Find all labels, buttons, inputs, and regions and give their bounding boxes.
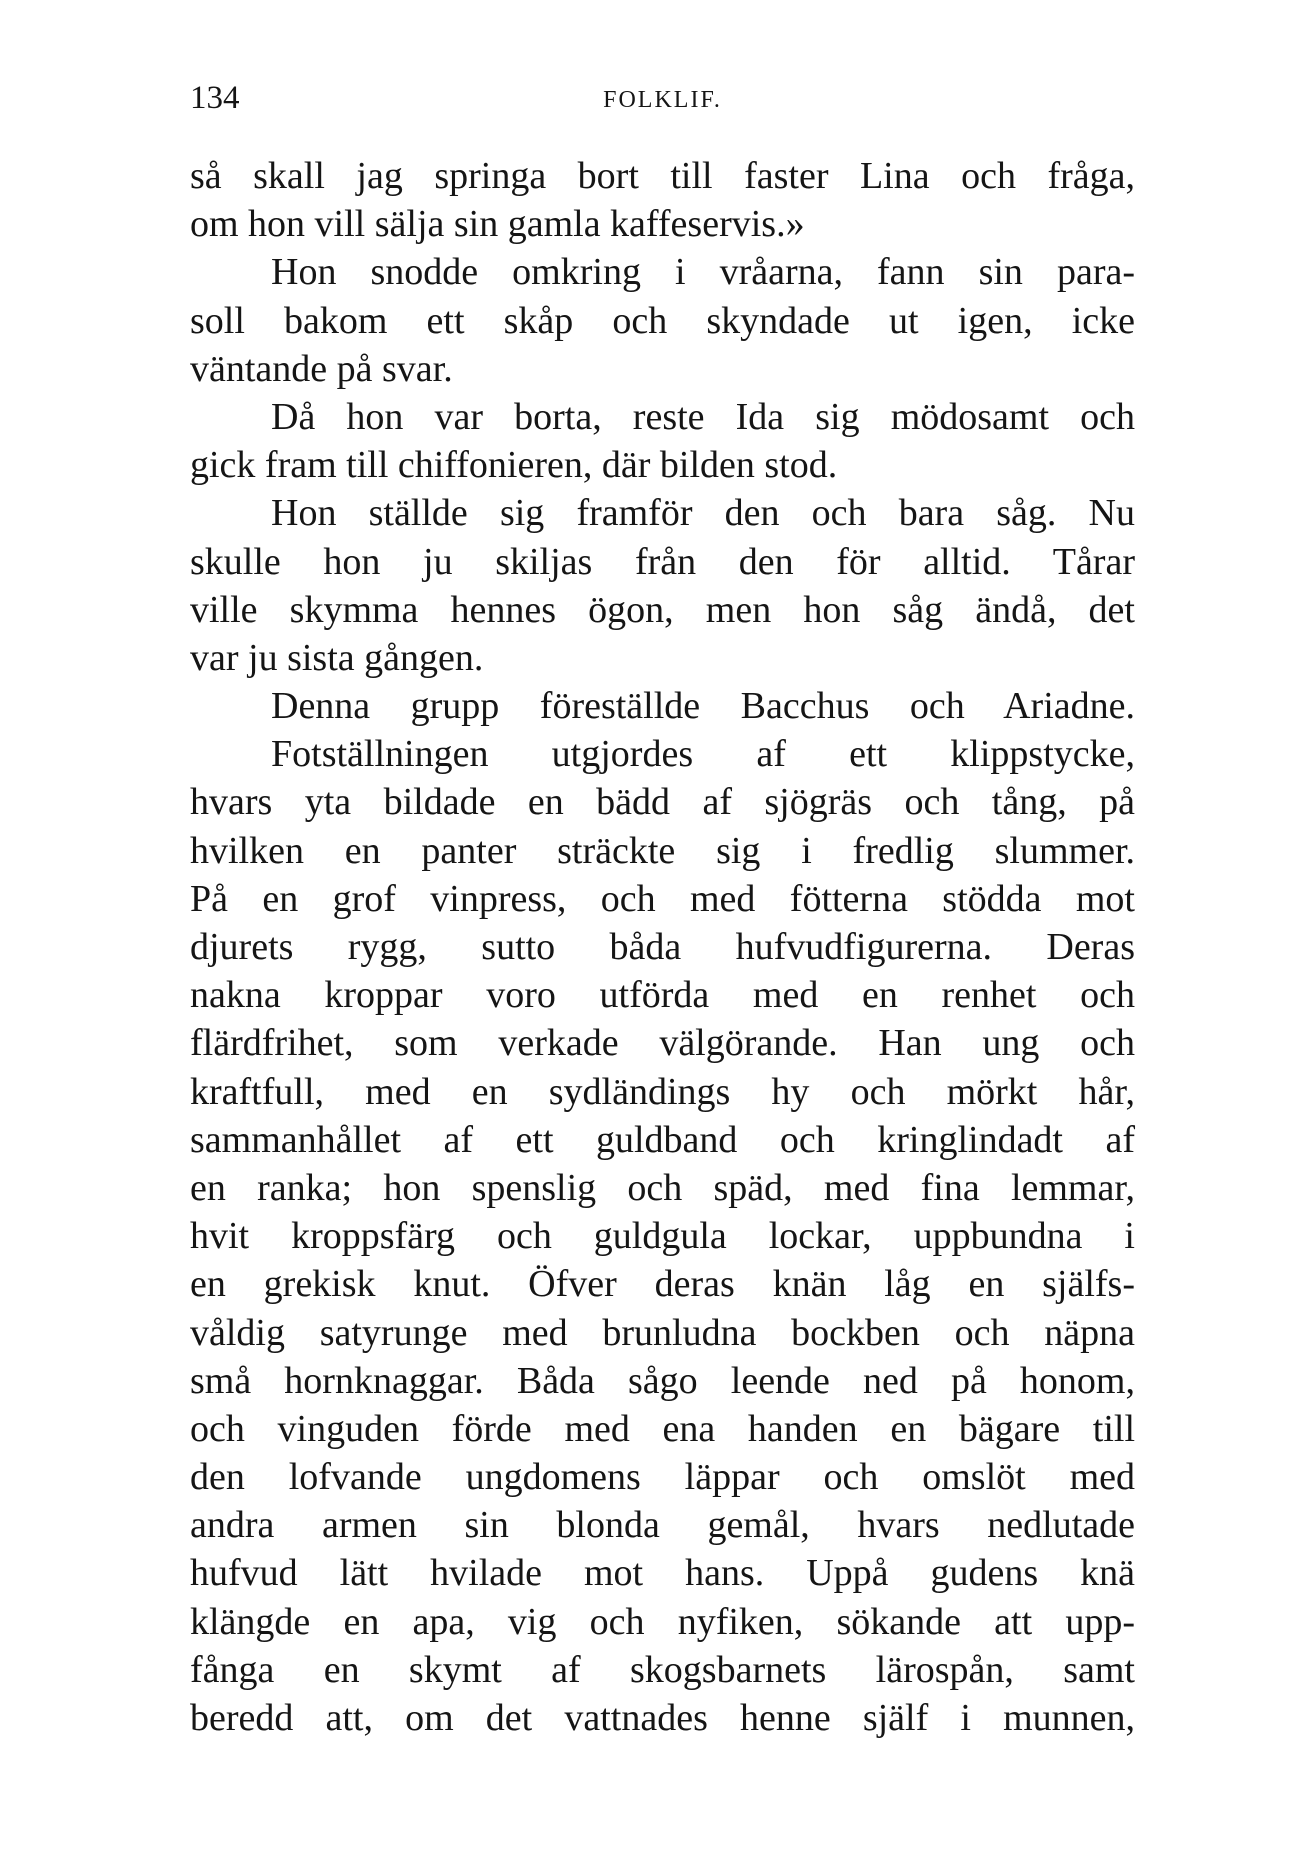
text-line: en ranka; hon spenslig och späd, med fina lemmar,: [190, 1166, 1135, 1209]
text-line: väntande på svar.: [190, 347, 453, 390]
text-line: en grekisk knut. Öfver deras knän låg en själfs-: [190, 1263, 1135, 1306]
text-line: gick fram till chiffonieren, där bilden stod.: [190, 444, 838, 487]
text-line: Hon ställde sig framför den och bara såg. Nu: [271, 492, 1135, 535]
page-header: [190, 78, 1135, 118]
text-line: var ju sista gången.: [190, 636, 484, 679]
text-line: Hon snodde omkring i vråarna, fann sin para-: [271, 251, 1135, 294]
text-line: beredd att, om det vattnades henne själf i munnen,: [190, 1697, 1135, 1739]
text-line: klängde en apa, vig och nyfiken, sökande att upp-: [190, 1600, 1135, 1643]
text-line: hvars yta bildade en bädd af sjögräs och tång, på: [190, 781, 1135, 824]
text-line: så skall jag springa bort till faster Lina och fråga,: [190, 155, 1135, 197]
text-line: andra armen sin blonda gemål, hvars nedlutade: [190, 1504, 1135, 1547]
text-line: Fotställningen utgjordes af ett klippstycke,: [271, 733, 1135, 776]
text-line: våldig satyrunge med brunludna bockben och näpna: [190, 1311, 1135, 1354]
text-line: Då hon var borta, reste Ida sig mödosamt och: [271, 395, 1135, 438]
text-line: små hornknaggar. Båda sågo leende ned på honom,: [190, 1359, 1135, 1402]
text-line: om hon vill sälja sin gamla kaffeservis.»: [190, 203, 805, 246]
body-text: [190, 152, 1135, 1742]
text-line: fånga en skymt af skogsbarnets lärospån, samt: [190, 1648, 1135, 1691]
text-line: hufvud lätt hvilade mot hans. Uppå gudens knä: [190, 1552, 1135, 1595]
text-line: nakna kroppar voro utförda med en renhet och: [190, 974, 1135, 1017]
text-line: och vinguden förde med ena handen en bägare till: [190, 1407, 1135, 1450]
text-line: skulle hon ju skiljas från den för alltid. Tårar: [190, 540, 1135, 583]
running-head: FOLKLIF.: [603, 87, 722, 113]
text-line: ville skymma hennes ögon, men hon såg ändå, det: [190, 588, 1135, 631]
text-line: den lofvande ungdomens läppar och omslöt med: [190, 1456, 1135, 1499]
page-number: 134: [190, 80, 240, 116]
text-line: flärdfrihet, som verkade välgörande. Han ung och: [190, 1022, 1135, 1065]
text-line: hvit kroppsfärg och guldgula lockar, uppbundna i: [190, 1215, 1135, 1258]
text-line: hvilken en panter sträckte sig i fredlig slummer.: [190, 829, 1135, 872]
text-line: kraftfull, med en sydländings hy och mörkt hår,: [190, 1070, 1135, 1113]
text-line: djurets rygg, sutto båda hufvudfigurerna. Deras: [190, 926, 1135, 968]
text-line: Denna grupp föreställde Bacchus och Ariadne.: [271, 685, 1135, 728]
text-line: sammanhållet af ett guldband och kringlindadt af: [190, 1118, 1135, 1161]
text-line: soll bakom ett skåp och skyndade ut igen, icke: [190, 299, 1135, 342]
text-line: På en grof vinpress, och med fötterna stödda mot: [190, 877, 1135, 920]
